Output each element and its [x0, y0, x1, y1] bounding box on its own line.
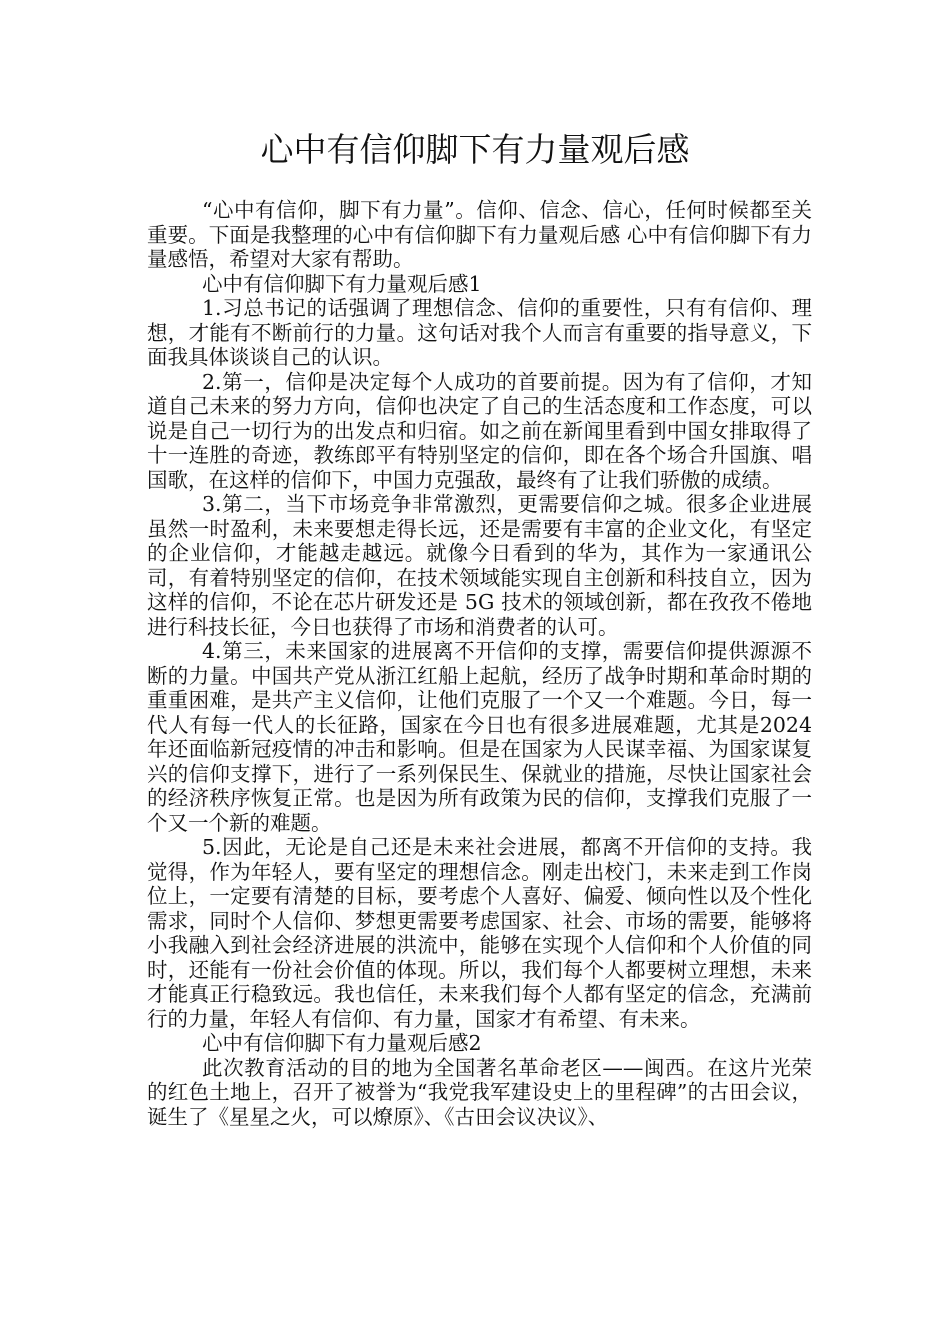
section-heading-1: 心中有信仰脚下有力量观后感1: [202, 271, 482, 296]
paragraph-4: 4.第三，未来国家的进展离不开信仰的支撑，需要信仰提供源源不断的力量。中国共产党从浙江红船上起航，经历了战争时期和革命时期的重重困难，是共产主义信仰，让他们克服了一个又一个难题。今日，每一代人有每一代人的长征路，国家在今日也有很多进展难题，尤其是2024 年还面临新冠疫情的冲击和影响。但是在国家为人民谋幸福、为国家谋复兴的信仰支撑下，进行了一系列保民生、保就业的措施，尽快让国家社会的经济秩序恢复正常。也是因为所有政策为民的信仰，支撑我们克服了一个又一个新的难题。: [147, 639, 812, 835]
paragraph-2: 2.第一，信仰是决定每个人成功的首要前提。因为有了信仰，才知道自己未来的努力方向，信仰也决定了自己的生活态度和工作态度，可以说是自己一切行为的出发点和归宿。如之前在新闻里看到中国女排取得了十一连胜的奇迹，教练郎平有特别坚定的信仰，即在各个场合升国旗、唱国歌，在这样的信仰下，中国力克强敌，最终有了让我们骄傲的成绩。: [147, 369, 812, 492]
section-heading-2: 心中有信仰脚下有力量观后感2: [202, 1031, 482, 1055]
paragraph-6: 此次教育活动的目的地为全国著名革命老区——闽西。在这片光荣的红色土地上，召开了被誉为“我党我军建设史上的里程碑”的古田会议，诞生了《星星之火，可以燎原》、《古田会议决议》、: [147, 1055, 812, 1129]
paragraph-3: 3.第二，当下市场竞争非常激烈，更需要信仰之城。很多企业进展虽然一时盈利，未来要想走得长远，还是需要有丰富的企业文化，有坚定的企业信仰，才能越走越远。就像今日看到的华为，其作为一家通讯公司，有着特别坚定的信仰，在技术领域能实现自主创新和科技自立，因为这样的信仰，不论在芯片研发还是 5G 技术的领域创新，都在孜孜不倦地进行科技长征，今日也获得了市场和消费者的认可。: [147, 492, 812, 639]
document-body: [147, 198, 812, 1129]
document-title: 心中有信仰脚下有力量观后感: [260, 130, 690, 169]
paragraph-1: 1.习总书记的话强调了理想信念、信仰的重要性，只有有信仰、理想，才能有不断前行的力量。这句话对我个人而言有重要的指导意义，下面我具体谈谈自己的认识。: [147, 296, 812, 369]
intro-paragraph: “心中有信仰，脚下有力量”。信仰、信念、信心，任何时候都至关重要。下面是我整理的心中有信仰脚下有力量观后感 心中有信仰脚下有力量感悟，希望对大家有帮助。: [147, 198, 812, 271]
paragraph-5: 5.因此，无论是自己还是未来社会进展，都离不开信仰的支持。我觉得，作为年轻人，要有坚定的理想信念。刚走出校门，未来走到工作岗位上，一定要有清楚的目标，要考虑个人喜好、偏爱、倾向性以及个性化需求，同时个人信仰、梦想更需要考虑国家、社会、市场的需要，能够将小我融入到社会经济进展的洪流中，能够在实现个人信仰和个人价值的同时，还能有一份社会价值的体现。所以，我们每个人都要树立理想，未来才能真正行稳致远。我也信任，未来我们每个人都有坚定的信念，充满前行的力量，年轻人有信仰、有力量，国家才有希望、有未来。: [147, 835, 812, 1031]
